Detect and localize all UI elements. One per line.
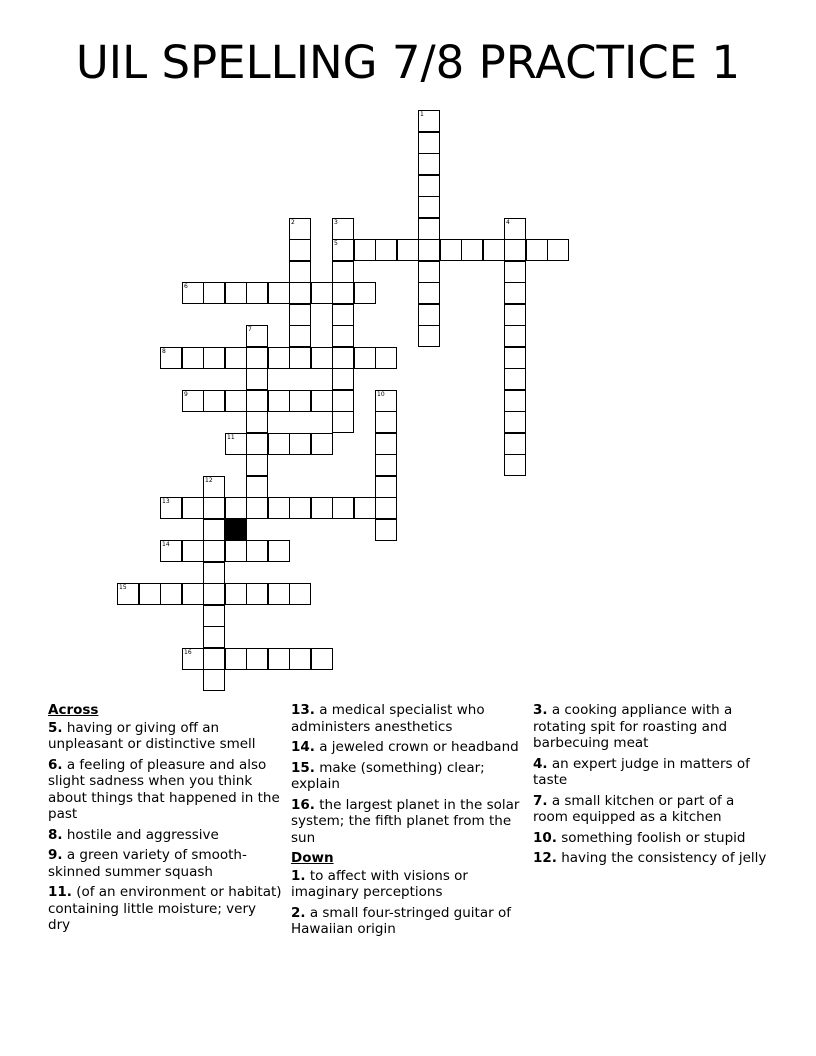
clue-text: a feeling of pleasure and also slight sadness when you think about things that happened in the past [48,756,280,822]
grid-cell[interactable] [289,390,311,412]
grid-cell[interactable] [418,239,440,261]
grid-cell[interactable] [461,239,483,261]
grid-cell[interactable] [289,304,311,326]
clue-number: 12 [205,477,213,484]
across-clue [48,720,282,753]
clue-number: 3 [334,219,338,226]
grid-cell[interactable] [375,454,397,476]
grid-cell[interactable] [418,153,440,175]
grid-cell[interactable] [182,583,204,605]
grid-cell[interactable] [504,433,526,455]
grid-cell[interactable] [203,626,225,648]
across-clue [48,827,282,844]
grid-cell[interactable] [504,454,526,476]
grid-cell[interactable] [504,411,526,433]
grid-cell[interactable] [268,433,290,455]
grid-cell[interactable] [354,497,376,519]
grid-cell[interactable] [246,648,268,670]
grid-cell[interactable] [289,261,311,283]
grid-cell[interactable] [203,605,225,627]
grid-cell[interactable] [182,347,204,369]
grid-cell[interactable] [311,648,333,670]
clue-text: having the consistency of jelly [556,850,767,866]
grid-cell[interactable] [203,562,225,584]
grid-cell[interactable] [203,648,225,670]
grid-cell[interactable] [332,325,354,347]
clue-label: 9. [48,847,63,863]
grid-cell[interactable] [203,476,225,498]
clue-number: 11 [227,434,235,441]
grid-cell[interactable] [160,347,182,369]
grid-cell[interactable] [268,648,290,670]
grid-cell[interactable] [225,497,247,519]
grid-cell[interactable] [225,347,247,369]
grid-cell[interactable] [246,540,268,562]
grid-cell[interactable] [354,282,376,304]
grid-cell[interactable] [418,304,440,326]
grid-cell[interactable] [418,325,440,347]
clue-label: 5. [48,719,63,736]
grid-cell[interactable] [246,497,268,519]
down-clue [291,868,525,901]
clue-label: 11. [48,884,72,900]
grid-cell[interactable] [504,261,526,283]
grid-cell[interactable] [117,583,139,605]
grid-cell[interactable] [504,282,526,304]
grid-cell[interactable] [504,239,526,261]
across-clue [48,757,282,823]
grid-cell[interactable] [418,110,440,132]
clue-number: 8 [162,348,166,355]
down-clue [533,830,767,847]
grid-cell[interactable] [203,347,225,369]
grid-cell[interactable] [547,239,569,261]
grid-cell[interactable] [182,282,204,304]
grid-cell[interactable] [332,218,354,240]
grid-cell[interactable] [311,282,333,304]
grid-cell[interactable] [332,390,354,412]
grid-cell[interactable] [246,368,268,390]
page-title: UIL SPELLING 7/8 PRACTICE 1 [75,36,741,89]
grid-cell[interactable] [289,347,311,369]
grid-cell[interactable] [418,282,440,304]
grid-cell[interactable] [332,239,354,261]
across-clue [291,797,525,847]
grid-cell[interactable] [332,282,354,304]
grid-cell[interactable] [203,282,225,304]
grid-cell[interactable] [332,304,354,326]
clue-label: 16. [291,796,315,813]
grid-cell[interactable] [182,390,204,412]
across-heading: Across [48,702,99,718]
grid-cell[interactable] [375,239,397,261]
across-clue [48,847,282,880]
grid-cell[interactable] [311,497,333,519]
clue-label: 8. [48,826,63,843]
grid-cell[interactable] [160,497,182,519]
grid-cell[interactable] [332,261,354,283]
across-clue [291,702,525,735]
across-clue [291,760,525,793]
grid-cell[interactable] [375,433,397,455]
grid-cell[interactable] [375,411,397,433]
grid-cell[interactable] [526,239,548,261]
across-clue [291,739,525,756]
clue-text: an expert judge in matters of taste [533,755,750,788]
clue-text: a small kitchen or part of a room equipped as a kitchen [533,792,735,825]
grid-cell[interactable] [246,454,268,476]
grid-cell[interactable] [504,390,526,412]
grid-cell[interactable] [246,390,268,412]
grid-cell[interactable] [375,390,397,412]
grid-cell[interactable] [375,347,397,369]
grid-cell[interactable] [268,540,290,562]
grid-cell[interactable] [203,390,225,412]
grid-cell[interactable] [289,325,311,347]
grid-cell[interactable] [246,433,268,455]
clue-number: 15 [119,584,127,591]
clue-number: 6 [184,283,188,290]
grid-cell[interactable] [160,583,182,605]
clue-text: hostile and aggressive [62,826,219,843]
grid-cell[interactable] [354,347,376,369]
grid-cell[interactable] [289,583,311,605]
clue-label: 6. [48,756,63,773]
grid-cell[interactable] [203,583,225,605]
down-clue [533,793,767,826]
grid-cell[interactable] [418,261,440,283]
grid-cell[interactable] [246,325,268,347]
clue-number: 4 [506,219,510,226]
grid-cell[interactable] [203,540,225,562]
clue-text: a small four-stringed guitar of Hawaiian origin [291,904,511,937]
clue-number: 9 [184,391,188,398]
clue-label: 10. [533,829,557,846]
clue-label: 13. [291,702,315,718]
down-clue [533,850,767,867]
down-clue [533,702,767,752]
clue-label: 2. [291,904,306,921]
down-clue [533,756,767,789]
clue-text: something foolish or stupid [556,829,746,846]
grid-cell[interactable] [332,497,354,519]
clue-text: to affect with visions or imaginary perceptions [291,867,468,900]
clue-number: 16 [184,649,192,656]
clue-number: 1 [420,111,424,118]
clue-number: 5 [334,240,338,247]
grid-cell[interactable] [289,218,311,240]
grid-cell[interactable] [418,218,440,240]
grid-cell[interactable] [225,583,247,605]
grid-cell[interactable] [332,368,354,390]
grid-cell[interactable] [504,325,526,347]
clues-column-3 [533,702,767,871]
grid-cell[interactable] [375,476,397,498]
grid-cell[interactable] [246,411,268,433]
clue-number: 7 [248,326,252,333]
grid-cell[interactable] [160,540,182,562]
grid-cell[interactable] [504,304,526,326]
clue-text: (of an environment or habitat) containing little moisture; very dry [48,884,282,933]
clue-text: a jeweled crown or headband [314,739,519,755]
grid-cell[interactable] [246,476,268,498]
clue-label: 7. [533,792,548,809]
grid-cell[interactable] [332,347,354,369]
grid-cell[interactable] [354,239,376,261]
grid-cell[interactable] [375,519,397,541]
grid-cell[interactable] [375,497,397,519]
grid-cell[interactable] [225,390,247,412]
grid-cell[interactable] [182,497,204,519]
clue-label: 14. [291,739,315,755]
clue-label: 15. [291,759,315,776]
grid-cell[interactable] [225,540,247,562]
clue-number: 13 [162,498,170,505]
grid-cell[interactable] [332,411,354,433]
grid-cell[interactable] [203,497,225,519]
grid-cell[interactable] [246,583,268,605]
clue-text: a medical specialist who administers anesthetics [291,702,485,735]
grid-cell[interactable] [311,390,333,412]
clue-number: 10 [377,391,385,398]
clue-text: make (something) clear; explain [291,759,485,792]
grid-cell[interactable] [311,433,333,455]
grid-cell[interactable] [268,347,290,369]
down-clue [291,905,525,938]
grid-cell[interactable] [397,239,419,261]
grid-cell[interactable] [289,433,311,455]
grid-cell[interactable] [182,540,204,562]
grid-cell[interactable] [268,497,290,519]
grid-cell[interactable] [311,347,333,369]
grid-cell[interactable] [225,282,247,304]
grid-cell[interactable] [225,648,247,670]
grid-cell[interactable] [225,433,247,455]
grid-cell[interactable] [289,648,311,670]
grid-cell[interactable] [182,648,204,670]
across-clue [48,884,282,934]
clue-label: 1. [291,867,306,884]
clue-text: the largest planet in the solar system; the fifth planet from the sun [291,796,520,846]
grid-cell[interactable] [504,347,526,369]
grid-cell[interactable] [289,239,311,261]
grid-cell[interactable] [418,175,440,197]
shaded-cell [225,519,247,541]
clues-column-2 [291,702,525,942]
grid-cell[interactable] [268,390,290,412]
grid-cell[interactable] [268,583,290,605]
grid-cell[interactable] [139,583,161,605]
clue-label: 12. [533,850,557,866]
grid-cell[interactable] [246,282,268,304]
grid-cell[interactable] [246,347,268,369]
clue-label: 4. [533,755,548,772]
clue-number: 14 [162,541,170,548]
grid-cell[interactable] [418,196,440,218]
grid-cell[interactable] [203,519,225,541]
grid-cell[interactable] [289,497,311,519]
clue-label: 3. [533,702,548,718]
clues-column-1 [48,702,282,938]
grid-cell[interactable] [289,282,311,304]
grid-cell[interactable] [483,239,505,261]
grid-cell[interactable] [440,239,462,261]
grid-cell[interactable] [504,218,526,240]
clue-text: a cooking appliance with a rotating spit for roasting and barbecuing meat [533,702,733,751]
grid-cell[interactable] [268,282,290,304]
clue-number: 2 [291,219,295,226]
clue-text: a green variety of smooth-skinned summer squash [48,847,247,880]
grid-cell[interactable] [203,669,225,691]
grid-cell[interactable] [504,368,526,390]
grid-cell[interactable] [418,132,440,154]
clue-text: having or giving off an unpleasant or distinctive smell [48,719,256,752]
down-heading: Down [291,850,334,866]
